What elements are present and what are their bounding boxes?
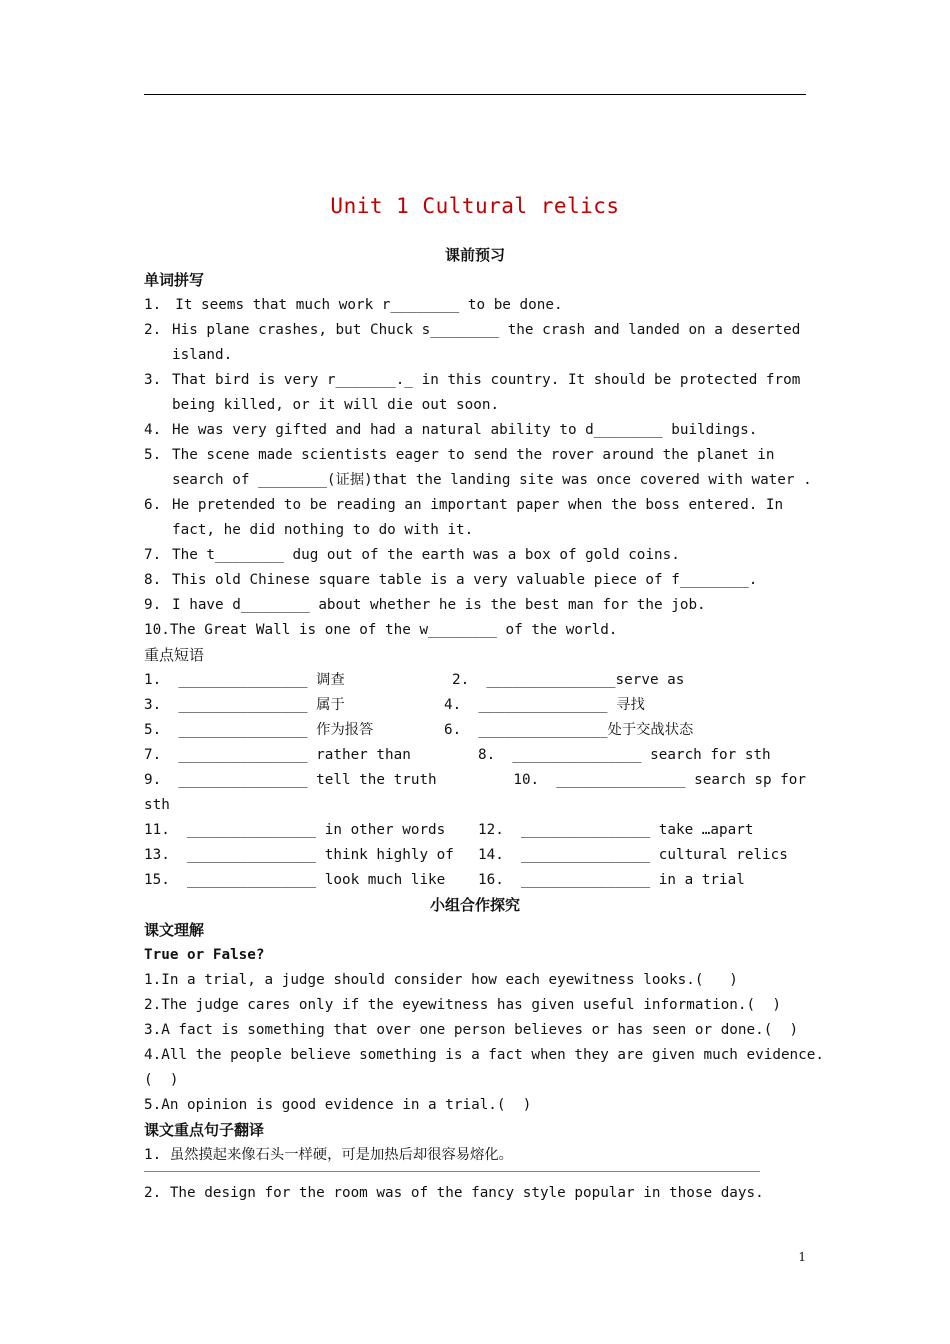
translation-item: 2. The design for the room was of the fancy style popular in those days.: [144, 1185, 764, 1201]
vocab-item: 6. He pretended to be reading an important paper when the boss entered. In: [144, 497, 784, 513]
true-false-item-continuation: ( ): [144, 1072, 179, 1088]
vocab-item-continuation: search of ________(证据)that the landing site was once covered with water .: [172, 472, 812, 488]
worksheet-content: [144, 243, 824, 1206]
document-title: Unit 1 Cultural relics: [330, 194, 620, 218]
header-rule: [144, 94, 806, 95]
phrase-row: 7. _______________ rather than 8. _______________ search for sth: [144, 747, 771, 763]
vocab-item: 3. That bird is very r_______._ in this country. It should be protected from: [144, 372, 801, 388]
true-false-item: 1.In a trial, a judge should consider how each eyewitness looks.( ): [144, 972, 738, 988]
true-false-item: 3.A fact is something that over one person believes or has seen or done.( ): [144, 1022, 799, 1038]
phrase-row-continuation: sth: [144, 797, 170, 813]
translation-heading: 课文重点句子翻译: [144, 1121, 265, 1139]
vocab-item: 4. He was very gifted and had a natural ability to d________ buildings.: [144, 422, 758, 438]
true-false-item: 2.The judge cares only if the eyewitness has given useful information.( ): [144, 997, 781, 1013]
answer-line: [144, 1171, 760, 1172]
vocab-item: 10. The Great Wall is one of the w________ of the world.: [144, 622, 618, 638]
comprehension-heading: 课文理解: [144, 921, 205, 939]
vocab-item-continuation: island.: [172, 347, 233, 363]
phrase-row: 5. _______________ 作为报答 6. _______________处于交战状态: [144, 722, 694, 738]
phrase-row: 9. _______________ tell the truth 10. _______________ search sp for: [144, 772, 806, 788]
translation-item: 1. 虽然摸起来像石头一样硬，可是加热后却很容易熔化。: [144, 1147, 513, 1163]
vocab-item-continuation: being killed, or it will die out soon.: [172, 397, 500, 413]
phrase-row: 11. _______________ in other words 12. _______________ take …apart: [144, 822, 754, 838]
true-false-item: 5.An opinion is good evidence in a trial.( ): [144, 1097, 532, 1113]
vocab-item: 7. The t________ dug out of the earth was a box of gold coins.: [144, 547, 680, 563]
vocab-heading: 单词拼写: [144, 271, 205, 289]
vocab-item: 9. I have d________ about whether he is the best man for the job.: [144, 597, 706, 613]
vocab-item-continuation: fact, he did nothing to do with it.: [172, 522, 474, 538]
phrase-row: 15. _______________ look much like 16. _______________ in a trial: [144, 872, 745, 888]
vocab-item: 2. His plane crashes, but Chuck s________ the crash and landed on a deserted: [144, 322, 801, 338]
group-heading: 小组合作探究: [429, 896, 520, 914]
true-false-subheading: True or False?: [144, 947, 265, 963]
phrases-heading: 重点短语: [144, 646, 205, 664]
preview-heading: 课前预习: [444, 246, 505, 264]
vocab-item: 5. The scene made scientists eager to send the rover around the planet in: [144, 447, 775, 463]
vocab-item: 8. This old Chinese square table is a very valuable piece of f________.: [144, 572, 758, 588]
vocab-item: 1. It seems that much work r________ to be done.: [144, 297, 563, 313]
page-number: 1: [798, 1250, 806, 1264]
true-false-item: 4.All the people believe something is a fact when they are given much evidence.: [144, 1047, 824, 1063]
phrase-row: 1. _______________ 调查 2. _______________serve as: [144, 672, 685, 688]
phrase-row: 13. _______________ think highly of 14. _______________ cultural relics: [144, 847, 788, 863]
phrase-row: 3. _______________ 属于 4. _______________ 寻找: [144, 697, 645, 713]
